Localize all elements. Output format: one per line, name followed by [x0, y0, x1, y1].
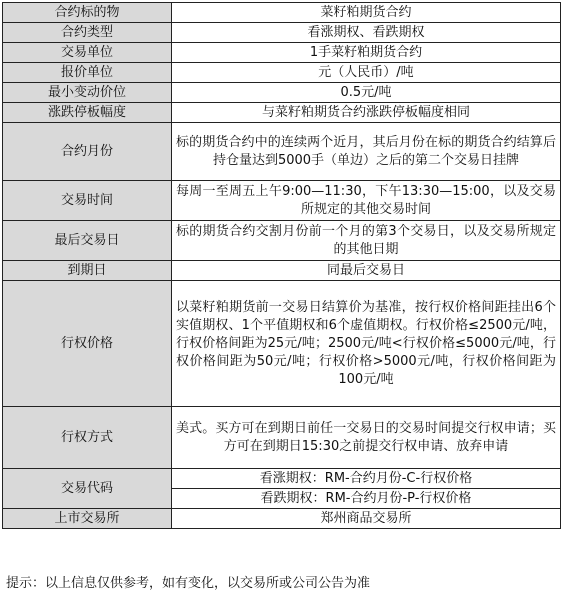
footer-note: 提示：以上信息仅供参考，如有变化，以交易所或公司公告为准 — [6, 576, 371, 591]
row-value: 每周一至周五上午9:00—11:30，下午13:30—15:00，以及交易所规定的其他交易时间 — [172, 181, 561, 221]
row-value: 看跌期权：RM-合约月份-P-行权价格 — [172, 489, 561, 509]
table-row — [3, 23, 561, 43]
row-label: 合约标的物 — [3, 3, 172, 23]
row-label: 合约月份 — [3, 123, 172, 181]
table-row — [3, 63, 561, 83]
row-label: 交易单位 — [3, 43, 172, 63]
row-label: 交易时间 — [3, 181, 172, 221]
table-row — [3, 469, 561, 489]
table-row — [3, 261, 561, 281]
table-row — [3, 43, 561, 63]
row-label: 到期日 — [3, 261, 172, 281]
row-label: 最小变动价位 — [3, 83, 172, 103]
row-value: 看涨期权、看跌期权 — [172, 23, 561, 43]
row-value: 看涨期权：RM-合约月份-C-行权价格 — [172, 469, 561, 489]
row-value: 以菜籽粕期货前一交易日结算价为基准，按行权价格间距挂出6个实值期权、1个平值期权和6个虚值期权。行权价格≤2500元/吨，行权价格间距为25元/吨；2500元/吨<行权价格≤5000元/吨，行权价格间距为50元/吨；行权价格>5000元/吨，行权价格间距为100元/吨 — [172, 281, 561, 407]
row-value: 0.5元/吨 — [172, 83, 561, 103]
table-row — [3, 83, 561, 103]
row-value: 元（人民币）/吨 — [172, 63, 561, 83]
row-label: 合约类型 — [3, 23, 172, 43]
row-label: 行权价格 — [3, 281, 172, 407]
row-label: 交易代码 — [3, 469, 172, 509]
row-label: 行权方式 — [3, 407, 172, 469]
row-value: 标的期货合约中的连续两个近月，其后月份在标的期货合约结算后持仓量达到5000手（单边）之后的第二个交易日挂牌 — [172, 123, 561, 181]
table-row — [3, 281, 561, 407]
row-label: 最后交易日 — [3, 221, 172, 261]
contract-spec-table — [2, 2, 561, 529]
row-value: 标的期货合约交割月份前一个月的第3个交易日，以及交易所规定的其他日期 — [172, 221, 561, 261]
row-value: 郑州商品交易所 — [172, 509, 561, 529]
row-label: 报价单位 — [3, 63, 172, 83]
table-row — [3, 509, 561, 529]
row-value: 菜籽粕期货合约 — [172, 3, 561, 23]
row-value: 与菜籽粕期货合约涨跌停板幅度相同 — [172, 103, 561, 123]
table-row — [3, 3, 561, 23]
row-value: 1手菜籽粕期货合约 — [172, 43, 561, 63]
table-row — [3, 181, 561, 221]
row-label: 上市交易所 — [3, 509, 172, 529]
row-value: 美式。买方可在到期日前任一交易日的交易时间提交行权申请；买方可在到期日15:30之前提交行权申请、放弃申请 — [172, 407, 561, 469]
table-row — [3, 407, 561, 469]
table-row — [3, 123, 561, 181]
row-label: 涨跌停板幅度 — [3, 103, 172, 123]
row-value: 同最后交易日 — [172, 261, 561, 281]
table-row — [3, 221, 561, 261]
table-row — [3, 103, 561, 123]
